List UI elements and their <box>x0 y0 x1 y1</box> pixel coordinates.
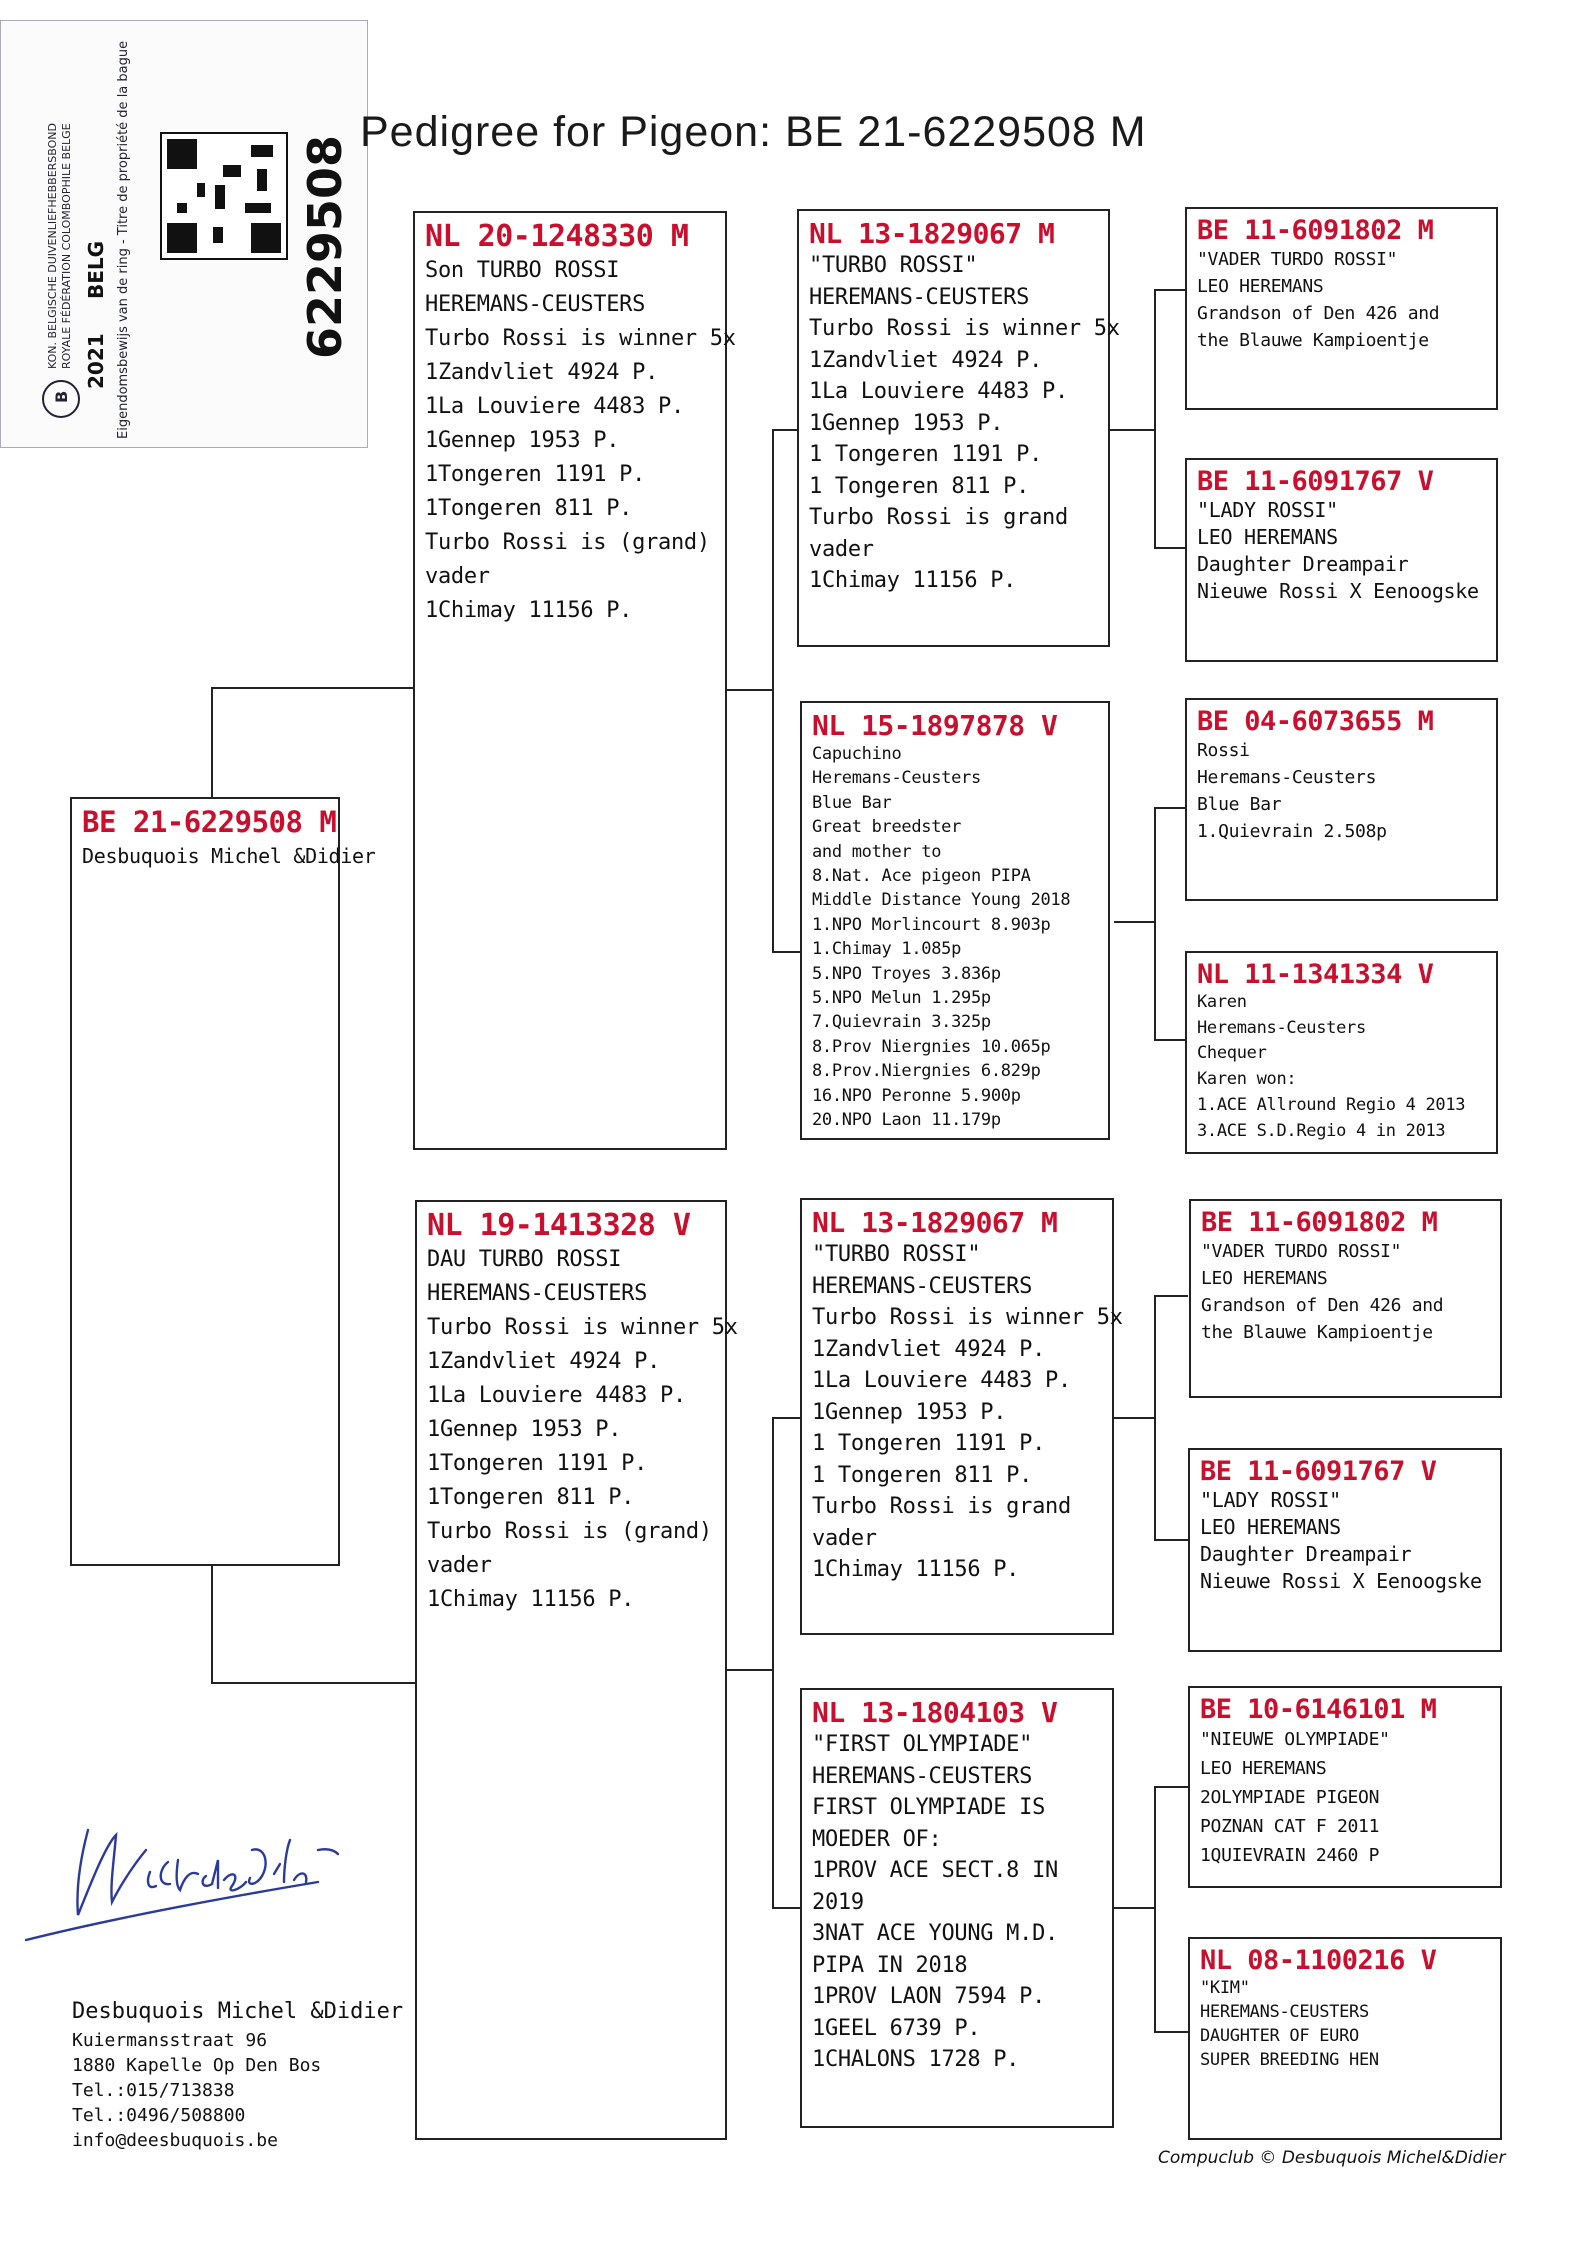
info-line: Heremans-Ceusters <box>812 768 981 789</box>
sire-sire-box <box>797 209 1120 647</box>
ring-ownership-text: Eigendomsbewijs van de ring - Titre de propriété de la bague <box>116 40 131 439</box>
connector-gg-2 <box>1114 808 1185 1040</box>
info-line: 5.NPO Melun 1.295p <box>812 988 991 1009</box>
info-line: HEREMANS-CEUSTERS <box>812 1763 1033 1789</box>
info-line: 8.Prov Niergnies 10.065p <box>812 1036 1051 1057</box>
info-line: FIRST OLYMPIADE IS <box>812 1795 1046 1820</box>
ring-number: NL 20-1248330 M <box>425 219 689 254</box>
info-line: LEO HEREMANS <box>1200 1758 1327 1779</box>
info-line: HEREMANS-CEUSTERS <box>1200 2002 1369 2022</box>
connector-gg-4 <box>1114 1787 1188 2032</box>
info-line: 1.NPO Morlincourt 8.903p <box>812 914 1051 935</box>
info-line: 1.Chimay 1.085p <box>812 939 962 960</box>
info-line: Heremans-Ceusters <box>1197 767 1377 788</box>
info-line: Blue Bar <box>812 792 892 813</box>
connector-gg-3 <box>1114 1296 1188 1540</box>
info-line: "VADER TURDO ROSSI" <box>1197 249 1398 270</box>
great-grandparent-box-3 <box>1185 698 1498 901</box>
info-line: HEREMANS-CEUSTERS <box>427 1281 648 1306</box>
info-line: HEREMANS-CEUSTERS <box>425 292 646 317</box>
info-line: Grandson of Den 426 and <box>1201 1295 1444 1316</box>
copyright: Compuclub © Desbuquois Michel&Didier <box>1158 2148 1506 2168</box>
great-grandparent-box-5 <box>1189 1199 1502 1398</box>
ring-number: NL 11-1341334 V <box>1197 959 1434 990</box>
info-line: "NIEUWE OLYMPIADE" <box>1200 1729 1390 1750</box>
info-line: Turbo Rossi is winner 5x <box>425 326 736 351</box>
info-line: "TURBO ROSSI" <box>809 253 978 278</box>
info-line: Nieuwe Rossi X Eenoogske <box>1200 1569 1482 1593</box>
page-title: Pedigree for Pigeon: BE 21-6229508 M <box>360 108 1147 156</box>
federation-name-fr: ROYALE FÉDÉRATION COLOMBOPHILE BELGE <box>60 123 73 369</box>
info-line: MOEDER OF: <box>812 1826 942 1852</box>
info-line: 7.Quievrain 3.325p <box>812 1012 991 1033</box>
ring-number: BE 11-6091767 V <box>1197 466 1434 497</box>
info-line: 1La Louviere 4483 P. <box>812 1368 1071 1393</box>
info-line: Karen won: <box>1197 1069 1297 1090</box>
federation-logo-letter: B <box>52 390 71 403</box>
info-line: 1Tongeren 1191 P. <box>427 1451 648 1476</box>
ring-card-graphic <box>1 21 369 449</box>
great-grandparent-box-7 <box>1188 1686 1502 1888</box>
connector-dam-sire <box>727 1418 800 1670</box>
info-line: Capuchino <box>812 744 902 764</box>
info-line: 3NAT ACE YOUNG M.D. <box>812 1921 1058 1946</box>
info-line: 1Zandvliet 4924 P. <box>427 1349 661 1374</box>
info-line: 1La Louviere 4483 P. <box>427 1383 686 1408</box>
info-line: Turbo Rossi is grand <box>809 505 1068 530</box>
ring-number: BE 04-6073655 M <box>1197 706 1434 737</box>
connector-gg-1 <box>1110 290 1185 548</box>
info-line: Middle Distance Young 2018 <box>812 890 1071 911</box>
info-line: Turbo Rossi is (grand) <box>425 530 710 555</box>
ring-number: 6229508 <box>298 134 352 359</box>
ring-number: NL 19-1413328 V <box>427 1208 691 1243</box>
info-line: 1.ACE Allround Regio 4 2013 <box>1197 1094 1466 1115</box>
info-line: DAU TURBO ROSSI <box>427 1247 622 1272</box>
info-line: "LADY ROSSI" <box>1197 498 1338 522</box>
info-line: Turbo Rossi is (grand) <box>427 1519 712 1544</box>
info-line: the Blauwe Kampioentje <box>1201 1322 1433 1343</box>
info-line: 1Tongeren 811 P. <box>427 1485 635 1510</box>
footer-line: Tel.:0496/508800 <box>72 2105 246 2126</box>
info-line: Heremans-Ceusters <box>1197 1017 1366 1038</box>
connector-root-dam <box>212 1566 415 1683</box>
info-line: 1Chimay 11156 P. <box>427 1587 635 1612</box>
ring-number: NL 13-1804103 V <box>812 1696 1058 1729</box>
info-line: LEO HEREMANS <box>1201 1268 1328 1289</box>
info-line: "VADER TURDO ROSSI" <box>1201 1241 1402 1262</box>
footer-line: 1880 Kapelle Op Den Bos <box>72 2055 322 2076</box>
info-line: vader <box>427 1553 492 1578</box>
great-grandparent-box-6 <box>1188 1448 1502 1652</box>
info-line: LEO HEREMANS <box>1200 1515 1341 1539</box>
info-line: 5.NPO Troyes 3.836p <box>812 963 1001 984</box>
info-line: 3.ACE S.D.Regio 4 in 2013 <box>1197 1120 1446 1141</box>
info-line: 1Chimay 11156 P. <box>425 598 633 623</box>
footer-line: Tel.:015/713838 <box>72 2080 235 2101</box>
great-grandparent-box-8 <box>1188 1937 1502 2140</box>
info-line: Great breedster <box>812 817 962 838</box>
ring-year: 2021 <box>84 333 108 389</box>
info-line: LEO HEREMANS <box>1197 276 1324 297</box>
info-line: "LADY ROSSI" <box>1200 1488 1341 1512</box>
info-line: Son TURBO ROSSI <box>425 258 620 283</box>
ring-ownership-card <box>0 20 368 448</box>
info-line: 1 Tongeren 811 P. <box>809 473 1030 499</box>
connector-dam-dam <box>773 1670 800 1908</box>
footer-address <box>72 1996 403 2153</box>
federation-name-nl: KON. BELGISCHE DUIVENLIEFHEBBERSBOND <box>46 123 59 369</box>
info-line: 1.Quievrain 2.508p <box>1197 821 1387 842</box>
info-line: 1La Louviere 4483 P. <box>809 379 1068 404</box>
info-line: Chequer <box>1197 1043 1267 1064</box>
info-line: 1Gennep 1953 P. <box>427 1417 622 1442</box>
pigeon-box <box>70 797 376 1566</box>
info-line: 20.NPO Laon 11.179p <box>812 1110 1001 1131</box>
ring-number: BE 11-6091767 V <box>1200 1456 1437 1487</box>
dam-box <box>415 1200 738 2140</box>
info-line: "KIM" <box>1200 1978 1250 1998</box>
info-line: Turbo Rossi is winner 5x <box>809 316 1120 341</box>
ring-number: BE 11-6091802 M <box>1201 1207 1438 1238</box>
info-line: 16.NPO Peronne 5.900p <box>812 1085 1021 1106</box>
info-line: 8.Prov.Niergnies 6.829p <box>812 1061 1041 1082</box>
info-line: 1QUIEVRAIN 2460 P <box>1200 1845 1380 1866</box>
info-line: 1Tongeren 811 P. <box>425 496 633 521</box>
great-grandparent-box-2 <box>1185 458 1498 662</box>
info-line: 1Chimay 11156 P. <box>809 568 1017 593</box>
info-line: LEO HEREMANS <box>1197 525 1338 549</box>
owner-line: Desbuquois Michel &Didier <box>82 844 376 868</box>
info-line: Karen <box>1197 992 1247 1012</box>
info-line: vader <box>809 536 874 562</box>
info-line: 1Zandvliet 4924 P. <box>812 1336 1046 1362</box>
info-line: DAUGHTER OF EURO <box>1200 2026 1359 2046</box>
info-line: 8.Nat. Ace pigeon PIPA <box>812 866 1031 887</box>
info-line: vader <box>425 564 490 589</box>
info-line: Nieuwe Rossi X Eenoogske <box>1197 579 1479 603</box>
info-line: 1Gennep 1953 P. <box>812 1399 1007 1425</box>
handwritten-signature <box>18 1790 378 1950</box>
footer-email: info@deesbuquois.be <box>72 2130 278 2151</box>
info-line: 1Gennep 1953 P. <box>809 410 1004 436</box>
ring-number: BE 11-6091802 M <box>1197 215 1434 246</box>
info-line: 1Zandvliet 4924 P. <box>425 360 659 385</box>
sire-dam-box <box>800 701 1110 1140</box>
info-line: Blue Bar <box>1197 794 1282 815</box>
connector-root-sire <box>212 688 413 797</box>
footer-name: Desbuquois Michel &Didier <box>72 1999 404 2024</box>
sire-box <box>413 211 736 1150</box>
ring-number: NL 08-1100216 V <box>1200 1945 1437 1976</box>
info-line: Daughter Dreampair <box>1197 552 1409 576</box>
info-line: Turbo Rossi is grand <box>812 1494 1071 1519</box>
info-line: 1 Tongeren 811 P. <box>812 1462 1033 1488</box>
connector-sire-sire <box>727 430 797 690</box>
dam-sire-box <box>800 1198 1123 1635</box>
info-line: 2OLYMPIADE PIGEON <box>1200 1787 1380 1808</box>
info-line: Grandson of Den 426 and <box>1197 303 1440 324</box>
ring-number: NL 15-1897878 V <box>812 709 1058 742</box>
ring-number: BE 21-6229508 M <box>82 805 337 839</box>
info-line: HEREMANS-CEUSTERS <box>809 284 1030 310</box>
ring-number: BE 10-6146101 M <box>1200 1694 1437 1725</box>
info-line: 1GEEL 6739 P. <box>812 2015 981 2041</box>
info-line: Turbo Rossi is winner 5x <box>427 1315 738 1340</box>
info-line: the Blauwe Kampioentje <box>1197 330 1429 351</box>
info-line: "FIRST OLYMPIADE" <box>812 1732 1033 1757</box>
ring-number: NL 13-1829067 M <box>812 1206 1058 1239</box>
info-line: POZNAN CAT F 2011 <box>1200 1816 1380 1837</box>
great-grandparent-box-4 <box>1185 951 1498 1154</box>
info-line: Daughter Dreampair <box>1200 1542 1412 1566</box>
footer-line: Kuiermansstraat 96 <box>72 2030 268 2051</box>
ring-country: BELG <box>84 240 108 299</box>
info-line: 2019 <box>812 1889 864 1915</box>
great-grandparent-box-1 <box>1185 207 1498 410</box>
info-line: 1 Tongeren 1191 P. <box>812 1431 1046 1456</box>
info-line: "TURBO ROSSI" <box>812 1242 981 1267</box>
info-line: 1Chimay 11156 P. <box>812 1557 1020 1582</box>
qr-code-icon <box>161 133 287 259</box>
info-line: SUPER BREEDING HEN <box>1200 2050 1379 2070</box>
info-line: 1CHALONS 1728 P. <box>812 2047 1020 2072</box>
info-line: 1 Tongeren 1191 P. <box>809 442 1043 467</box>
info-line: 1La Louviere 4483 P. <box>425 394 684 419</box>
info-line: 1Tongeren 1191 P. <box>425 462 646 487</box>
info-line: 1Zandvliet 4924 P. <box>809 347 1043 373</box>
ring-number: NL 13-1829067 M <box>809 217 1055 250</box>
info-line: 1PROV LAON 7594 P. <box>812 1984 1046 2009</box>
connector-sire-dam <box>773 690 800 952</box>
info-line: 1PROV ACE SECT.8 IN <box>812 1858 1058 1883</box>
info-line: HEREMANS-CEUSTERS <box>812 1273 1033 1299</box>
info-line: Rossi <box>1197 740 1250 761</box>
info-line: and mother to <box>812 841 942 862</box>
info-line: PIPA IN 2018 <box>812 1952 968 1978</box>
info-line: 1Gennep 1953 P. <box>425 428 620 453</box>
info-line: vader <box>812 1525 877 1551</box>
info-line: Turbo Rossi is winner 5x <box>812 1305 1123 1330</box>
dam-dam-box <box>800 1688 1114 2128</box>
